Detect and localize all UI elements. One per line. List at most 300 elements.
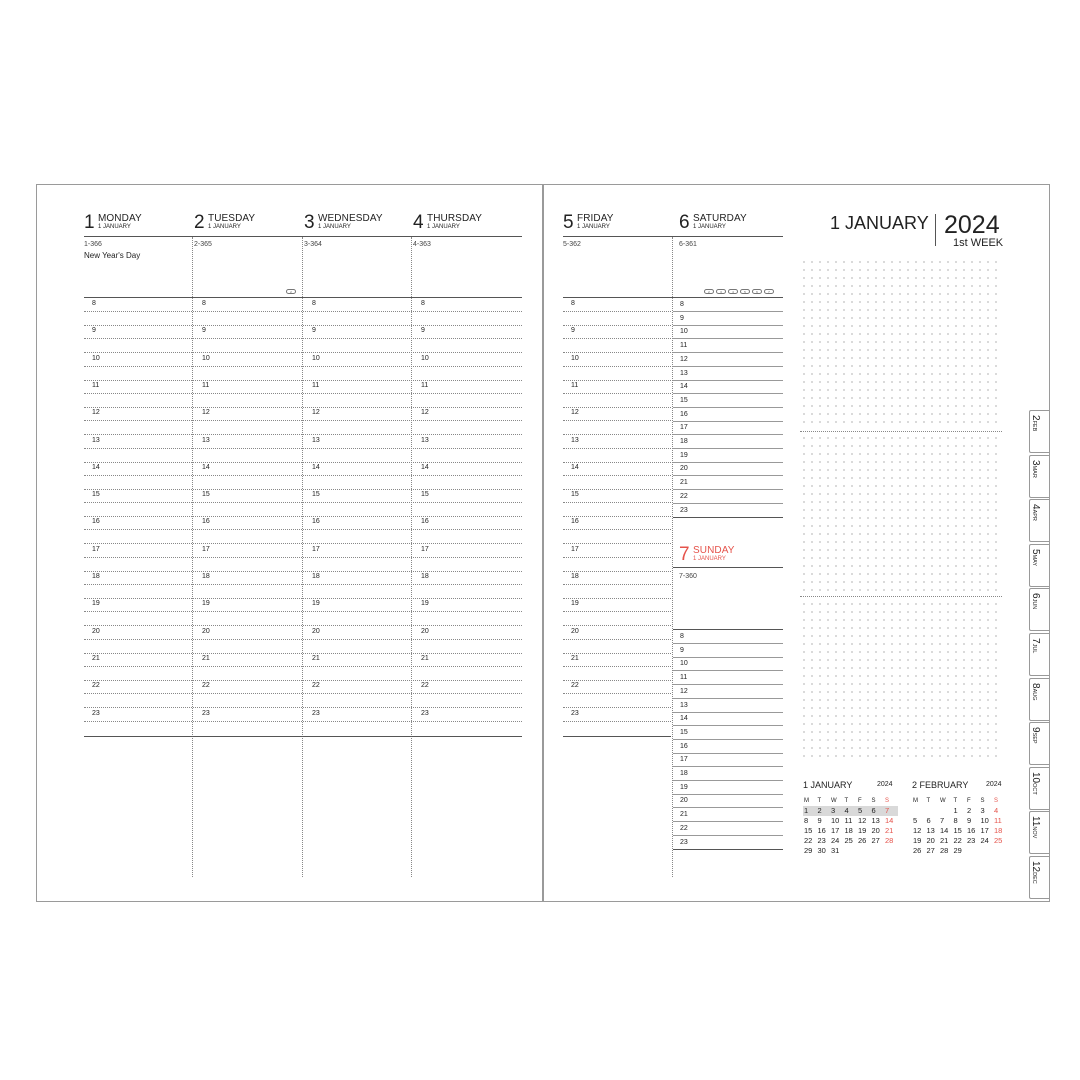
- title-divider: [935, 214, 936, 246]
- month-tab-abbr: APR: [1031, 509, 1037, 522]
- hour-label: 13: [680, 369, 688, 377]
- month-tab-label: [1028, 772, 1046, 795]
- month-tab-label: [1028, 504, 1046, 521]
- hour-label: 13: [680, 701, 688, 709]
- month-tab-label: [1028, 593, 1046, 609]
- week-badge: 4: [728, 289, 738, 294]
- calendar-day[interactable]: 19: [858, 826, 867, 835]
- calendar-day[interactable]: [844, 846, 858, 856]
- hour-label: 14: [92, 463, 100, 471]
- weekday-label: F: [858, 798, 862, 804]
- half-hour-line: [563, 529, 671, 530]
- hour-line: [673, 311, 783, 312]
- hour-label: 23: [202, 709, 210, 717]
- calendar-day[interactable]: 21: [885, 826, 894, 835]
- month-tab-number: 10: [1030, 771, 1041, 783]
- calendar-day[interactable]: 13: [871, 816, 880, 825]
- hour-label: 12: [202, 409, 210, 417]
- half-hour-line: [84, 311, 522, 312]
- hour-line: [563, 516, 671, 517]
- calendar-day[interactable]: 11: [844, 816, 853, 825]
- hour-label: 22: [421, 682, 429, 690]
- sunday-header-rule: [673, 567, 783, 568]
- hour-label: 18: [92, 573, 100, 580]
- hour-line: [84, 489, 522, 490]
- week-badge: 2: [286, 289, 296, 294]
- hour-line: [84, 571, 522, 572]
- calendar-day[interactable]: [980, 846, 994, 856]
- half-hour-line: [563, 420, 671, 421]
- calendar-day[interactable]: 12: [913, 826, 922, 835]
- day-header-monday: [84, 213, 192, 237]
- calendar-day[interactable]: 22: [953, 836, 962, 845]
- hour-label: 17: [312, 545, 320, 553]
- weekday-label: M: [913, 798, 918, 804]
- day-number: 3: [304, 212, 315, 233]
- hour-line: [673, 739, 783, 740]
- hour-label: 20: [571, 627, 579, 635]
- hour-label: 14: [680, 383, 688, 391]
- title-week: 1st WEEK: [953, 237, 1004, 249]
- half-hour-line: [84, 666, 522, 667]
- notes-divider-1: [800, 431, 1002, 432]
- hour-label: 19: [202, 600, 210, 608]
- half-hour-line: [563, 693, 671, 694]
- month-tab-jun[interactable]: [1029, 588, 1049, 631]
- half-hour-line: [84, 502, 522, 503]
- hour-label: 21: [202, 654, 210, 662]
- hour-label: 15: [92, 491, 100, 499]
- hour-label: 16: [202, 518, 210, 526]
- hour-line: [84, 407, 522, 408]
- weekday-label: F: [967, 798, 971, 804]
- weekday-label: W: [831, 798, 837, 804]
- hour-line: [84, 598, 522, 599]
- calendar-day[interactable]: 8: [953, 816, 958, 825]
- calendar-day[interactable]: 29: [804, 846, 813, 855]
- hour-label: 16: [680, 410, 688, 418]
- weekday-label: S: [885, 798, 890, 804]
- month-tab-number: 11: [1030, 816, 1041, 827]
- hour-label: 17: [202, 545, 210, 553]
- hour-line: [673, 489, 783, 490]
- hour-line: [673, 421, 783, 422]
- hour-label: 8: [421, 300, 425, 307]
- weekday-label: M: [804, 798, 809, 804]
- half-hour-line: [84, 693, 522, 694]
- calendar-day[interactable]: 16: [817, 826, 826, 835]
- calendar-day[interactable]: 24: [980, 836, 989, 845]
- half-hour-line: [84, 721, 522, 722]
- hour-label: 10: [680, 328, 688, 336]
- hour-label: 21: [312, 654, 320, 662]
- hour-line: [563, 489, 671, 490]
- hour-label: 8: [680, 633, 684, 640]
- calendar-day[interactable]: 12: [858, 816, 867, 825]
- hour-label: 15: [571, 491, 579, 499]
- calendar-day[interactable]: 25: [994, 836, 1003, 845]
- calendar-day[interactable]: 22: [804, 836, 813, 845]
- day-month: 1 JANUARY: [693, 224, 726, 230]
- calendar-day[interactable]: 4: [994, 806, 999, 815]
- half-hour-line: [84, 529, 522, 530]
- calendar-day[interactable]: 23: [967, 836, 976, 845]
- month-tab-dec[interactable]: [1029, 856, 1049, 899]
- month-tab-number: 2: [1030, 415, 1041, 421]
- notes-divider-2: [800, 596, 1002, 597]
- hour-label: 22: [312, 682, 320, 690]
- calendar-day[interactable]: [926, 806, 940, 816]
- calendar-day[interactable]: [939, 806, 953, 816]
- hour-label: 9: [202, 327, 206, 335]
- hour-line: [673, 821, 783, 822]
- calendar-day[interactable]: 14: [940, 826, 949, 835]
- week-badge: 7: [764, 289, 774, 294]
- hour-line: [563, 462, 671, 463]
- half-hour-line: [84, 639, 522, 640]
- mini-calendar-year: 2024: [877, 781, 893, 788]
- calendar-day[interactable]: 10: [831, 816, 840, 825]
- calendar-day[interactable]: 11: [994, 816, 1002, 825]
- calendar-day[interactable]: 21: [940, 836, 949, 845]
- month-tab-abbr: DEC: [1031, 872, 1037, 884]
- saturday-bottom-rule: [673, 517, 783, 518]
- hour-line: [563, 680, 671, 681]
- hour-line: [673, 448, 783, 449]
- hour-line: [673, 352, 783, 353]
- hour-label: 21: [421, 654, 429, 662]
- hour-line: [563, 653, 671, 654]
- calendar-day[interactable]: 10: [980, 816, 989, 825]
- half-hour-line: [84, 475, 522, 476]
- hour-line: [673, 503, 783, 504]
- hour-label: 22: [680, 492, 688, 500]
- mini-calendar-year: 2024: [986, 781, 1002, 788]
- calendar-day[interactable]: [857, 846, 871, 856]
- calendar-day[interactable]: 13: [926, 826, 935, 835]
- calendar-day[interactable]: 7: [884, 806, 898, 816]
- day-number: 2: [194, 212, 205, 233]
- calendar-day[interactable]: 5: [857, 806, 871, 816]
- day-month: 1 JANUARY: [318, 224, 351, 230]
- calendar-day[interactable]: 24: [831, 836, 840, 845]
- hour-label: 11: [202, 381, 210, 389]
- half-hour-line: [563, 338, 671, 339]
- day-name: TUESDAY: [208, 213, 256, 224]
- half-hour-line: [563, 502, 671, 503]
- hour-label: 16: [680, 742, 688, 750]
- day-header-tuesday: [194, 213, 302, 237]
- month-tab-mar[interactable]: [1029, 455, 1049, 498]
- weekday-label: T: [953, 798, 958, 804]
- hour-label: 15: [421, 491, 429, 499]
- mini-calendar-title: 1 JANUARY: [803, 780, 853, 790]
- calendar-day[interactable]: 18: [994, 826, 1003, 835]
- calendar-day[interactable]: 27: [926, 846, 935, 855]
- month-tab-abbr: SEP: [1031, 732, 1037, 744]
- calendar-day[interactable]: 1: [953, 806, 958, 815]
- hour-label: 17: [680, 424, 688, 432]
- month-tab-apr[interactable]: [1029, 499, 1049, 542]
- month-tab-label: [1028, 638, 1046, 653]
- week-badge: 2: [704, 289, 714, 294]
- calendar-day[interactable]: 15: [953, 826, 962, 835]
- day-header-thursday: [413, 213, 521, 237]
- calendar-day[interactable]: [966, 846, 980, 856]
- hour-line: [673, 434, 783, 435]
- calendar-day[interactable]: 6: [926, 816, 931, 825]
- hour-line: [673, 380, 783, 381]
- hour-label: 19: [680, 451, 688, 459]
- hour-line: [84, 352, 522, 353]
- half-hour-line: [84, 338, 522, 339]
- calendar-day[interactable]: 1: [803, 806, 817, 816]
- calendar-day[interactable]: 3: [830, 806, 844, 816]
- calendar-day[interactable]: 6: [871, 806, 885, 816]
- hour-line: [84, 653, 522, 654]
- hour-line: [673, 325, 783, 326]
- month-tab-abbr: MAY: [1031, 554, 1037, 566]
- hour-label: 23: [92, 709, 100, 717]
- hour-label: 8: [92, 300, 96, 307]
- hour-label: 11: [92, 381, 100, 389]
- day-of-year: 2-365: [194, 241, 212, 248]
- hour-label: 11: [571, 381, 579, 389]
- month-tab-label: [1028, 549, 1046, 566]
- title-date: 1 JANUARY: [830, 213, 929, 233]
- calendar-day[interactable]: 20: [871, 826, 880, 835]
- month-tab-feb[interactable]: [1029, 410, 1049, 453]
- day-name: FRIDAY: [577, 213, 614, 224]
- hour-label: 22: [680, 824, 688, 832]
- calendar-day[interactable]: 27: [871, 836, 880, 845]
- day-of-year: 5-362: [563, 241, 581, 248]
- hour-label: 19: [92, 600, 100, 608]
- hour-label: 12: [680, 687, 688, 695]
- calendar-day[interactable]: 2: [967, 806, 972, 815]
- calendar-day[interactable]: 28: [885, 836, 894, 845]
- week-badge: 5: [740, 289, 750, 294]
- hour-line: [673, 698, 783, 699]
- month-tab-number: 4: [1030, 504, 1041, 510]
- calendar-day[interactable]: 8: [804, 816, 809, 825]
- hour-label: 14: [571, 463, 579, 471]
- calendar-day[interactable]: 16: [967, 826, 976, 835]
- hour-line: [673, 407, 783, 408]
- hour-label: 18: [680, 438, 688, 445]
- calendar-day[interactable]: 17: [831, 826, 840, 835]
- weekday-label: T: [844, 798, 849, 804]
- hour-label: 23: [421, 709, 429, 717]
- bottom-rule: [84, 736, 522, 737]
- month-tab-abbr: FEB: [1031, 420, 1037, 432]
- calendar-day[interactable]: 14: [885, 816, 894, 825]
- half-hour-line: [84, 393, 522, 394]
- hour-label: 9: [421, 327, 425, 335]
- hour-label: 21: [680, 811, 688, 819]
- half-hour-line: [84, 366, 522, 367]
- calendar-day[interactable]: 2: [817, 806, 831, 816]
- hour-label: 13: [571, 436, 579, 444]
- hour-line: [563, 571, 671, 572]
- hour-label: 19: [312, 600, 320, 608]
- calendar-day[interactable]: 25: [844, 836, 853, 845]
- half-hour-line: [563, 475, 671, 476]
- month-tab-sep[interactable]: [1029, 722, 1049, 765]
- half-hour-line: [563, 639, 671, 640]
- hour-label: 10: [571, 354, 579, 362]
- hour-label: 22: [92, 682, 100, 690]
- hour-line: [84, 625, 522, 626]
- hour-label: 22: [202, 682, 210, 690]
- hour-line: [673, 670, 783, 671]
- weekday-label: S: [980, 798, 985, 804]
- calendar-day[interactable]: 26: [913, 846, 922, 855]
- month-tab-abbr: JUN: [1031, 598, 1037, 610]
- hour-label: 19: [680, 783, 688, 791]
- calendar-day[interactable]: 19: [913, 836, 922, 845]
- half-hour-line: [84, 557, 522, 558]
- hour-label: 10: [92, 354, 100, 362]
- calendar-day[interactable]: 20: [926, 836, 935, 845]
- hour-label: 23: [680, 838, 688, 846]
- calendar-day[interactable]: 7: [940, 816, 945, 825]
- hour-label: 11: [312, 381, 320, 389]
- title-year: 2024: [944, 211, 1000, 239]
- hour-line: [84, 707, 522, 708]
- month-tab-jul[interactable]: [1029, 633, 1049, 676]
- day-number: 5: [563, 212, 574, 233]
- hour-label: 14: [312, 463, 320, 471]
- hour-label: 18: [421, 573, 429, 580]
- calendar-day[interactable]: 26: [858, 836, 867, 845]
- month-tab-nov[interactable]: [1029, 811, 1049, 854]
- memo-rule: [84, 297, 522, 298]
- day-of-year: 4-363: [413, 241, 431, 248]
- hour-label: 8: [202, 300, 206, 307]
- calendar-day[interactable]: 9: [817, 816, 822, 825]
- calendar-day[interactable]: 23: [817, 836, 826, 845]
- hour-label: 10: [680, 660, 688, 668]
- half-hour-line: [84, 611, 522, 612]
- mini-calendar-title: 2 FEBRUARY: [912, 780, 969, 790]
- hour-line: [563, 325, 671, 326]
- hour-label: 22: [571, 682, 579, 690]
- hour-line: [673, 393, 783, 394]
- hour-line: [673, 725, 783, 726]
- hour-line: [673, 780, 783, 781]
- memo-rule: [563, 297, 783, 298]
- calendar-day[interactable]: 4: [844, 806, 858, 816]
- day-number: 1: [84, 212, 95, 233]
- calendar-day[interactable]: 31: [831, 846, 840, 855]
- calendar-day[interactable]: [993, 846, 1007, 856]
- calendar-day[interactable]: 18: [844, 826, 853, 835]
- calendar-day[interactable]: 3: [980, 806, 985, 815]
- hour-label: 8: [312, 300, 316, 307]
- notes-dot-grid-3[interactable]: [800, 600, 1002, 760]
- hour-label: 18: [202, 573, 210, 580]
- hour-line: [673, 807, 783, 808]
- hour-label: 11: [680, 674, 688, 682]
- month-tab-label: [1028, 460, 1046, 478]
- calendar-day[interactable]: 17: [980, 826, 989, 835]
- hour-label: 15: [202, 491, 210, 499]
- half-hour-line: [84, 420, 522, 421]
- hour-line: [563, 707, 671, 708]
- day-month: 1 JANUARY: [577, 224, 610, 230]
- hour-line: [563, 543, 671, 544]
- hour-label: 10: [421, 354, 429, 362]
- hour-line: [563, 380, 671, 381]
- day-name: SUNDAY: [693, 545, 735, 556]
- notes-dot-grid-1[interactable]: [800, 258, 1002, 428]
- day-number: 7: [679, 544, 690, 565]
- hour-label: 20: [312, 627, 320, 635]
- day-of-year: 6-361: [679, 241, 697, 248]
- hour-label: 9: [680, 314, 684, 322]
- weekday-label: T: [817, 798, 822, 804]
- day-name: WEDNESDAY: [318, 213, 383, 224]
- hour-label: 14: [421, 463, 429, 471]
- hour-label: 12: [312, 409, 320, 417]
- calendar-day[interactable]: 5: [913, 816, 918, 825]
- half-hour-line: [84, 584, 522, 585]
- month-tab-number: 3: [1030, 459, 1041, 466]
- calendar-day[interactable]: [912, 806, 926, 816]
- month-tab-label: [1028, 683, 1046, 700]
- month-tab-abbr: AUG: [1031, 688, 1037, 701]
- hour-label: 21: [92, 654, 100, 662]
- month-tab-aug[interactable]: [1029, 678, 1049, 721]
- calendar-day[interactable]: 28: [940, 846, 949, 855]
- hour-line: [84, 380, 522, 381]
- half-hour-line: [563, 557, 671, 558]
- hour-label: 16: [312, 518, 320, 526]
- calendar-day[interactable]: 9: [967, 816, 972, 825]
- month-tab-label: [1028, 415, 1046, 431]
- day-header-saturday: [679, 213, 787, 237]
- hour-label: 15: [312, 491, 320, 499]
- day-month: 1 JANUARY: [208, 224, 241, 230]
- hour-label: 23: [680, 506, 688, 514]
- month-tab-oct[interactable]: [1029, 767, 1049, 810]
- calendar-day[interactable]: 15: [804, 826, 813, 835]
- calendar-day[interactable]: 29: [953, 846, 962, 855]
- notes-dot-grid-2[interactable]: [800, 434, 1002, 594]
- day-of-year: 3-364: [304, 241, 322, 248]
- calendar-day[interactable]: 30: [817, 846, 826, 855]
- hour-label: 11: [421, 381, 429, 389]
- half-hour-line: [563, 393, 671, 394]
- hour-line: [673, 462, 783, 463]
- week-badge: 3: [716, 289, 726, 294]
- hour-label: 16: [571, 518, 579, 526]
- hour-label: 13: [92, 436, 100, 444]
- bottom-rule: [563, 736, 671, 737]
- month-tab-number: 12: [1030, 861, 1041, 873]
- calendar-day[interactable]: [871, 846, 885, 856]
- hour-label: 14: [680, 715, 688, 723]
- day-of-year: 1-366: [84, 241, 102, 248]
- hour-line: [673, 684, 783, 685]
- month-tab-may[interactable]: [1029, 544, 1049, 587]
- calendar-day[interactable]: [884, 846, 898, 856]
- hour-label: 20: [680, 797, 688, 805]
- hour-label: 17: [680, 756, 688, 764]
- half-hour-line: [84, 448, 522, 449]
- month-tab-abbr: OCT: [1031, 782, 1037, 795]
